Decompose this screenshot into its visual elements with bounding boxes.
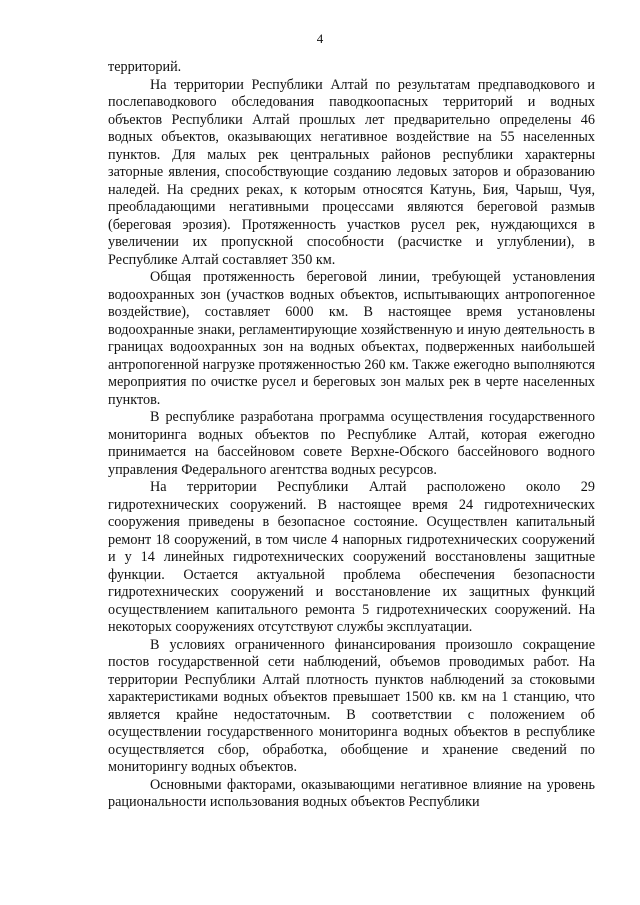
page-number: 4 <box>316 31 324 46</box>
paragraph-continuation: территорий. <box>108 59 182 75</box>
paragraph-water-protection-zones: Общая протяженность береговой линии, требующей установления водоохранных зон (участков водных объектов, испытывающих антропогенное воздействие), составляет 6000 км. В настоящее время установлены водоохранные знаки, регламентирующие хозяйственную и иную деятельность в границах водоохранных зон на водных объектах, подверженных наибольшей антропогенной нагрузке протяженностью 260 км. Также ежегодно выполняются мероприятия по очистке русел и береговых зон малых рек в черте населенных пунктов. <box>108 269 595 408</box>
document-body <box>108 59 595 812</box>
paragraph-main-factors: Основными факторами, оказывающими негативное влияние на уровень рациональности использования водных объектов Республики <box>108 776 595 810</box>
paragraph-flood-hazard: На территории Республики Алтай по результатам предпаводкового и послепаводкового обследования паводкоопасных территорий и водных объектов Республики Алтай прошлых лет предварительно определены 46 водных объектов, оказывающих негативное воздействие на 55 населенных пунктов. Для малых рек центральных районов республики характерны заторные явления, способствующие созданию ледовых заторов и образованию наледей. На средних реках, к которым относятся Катунь, Бия, Чарыш, Чуя, преобладающими негативными процессами являются береговой размыв (береговая эрозия). Протяженность участков русел рек, нуждающихся в увеличении их пропускной способности (расчистке и углублении), в Республике Алтай составляет 350 км. <box>108 76 595 268</box>
paragraph-hydraulic-structures: На территории Республики Алтай расположено около 29 гидротехнических сооружений. В настоящее время 24 гидротехнических сооружения приведены в безопасное состояние. Осуществлен капитальный ремонт 18 сооружений, в том числе 4 напорных гидротехнических сооружений и у 14 линейных гидротехнических сооружений восстановлены защитные функции. Остается актуальной проблема обеспечения безопасности гидротехнических сооружений и восстановление их защитных функций осуществлением капитального ремонта 5 гидротехнических сооружений. На некоторых сооружениях отсутствуют службы эксплуатации. <box>108 479 595 635</box>
paragraph-monitoring-program: В республике разработана программа осуществления государственного мониторинга водных объектов по Республике Алтай, которая ежегодно принимается на бассейновом совете Верхне-Обского бассейнового водного управления Федерального агентства водных ресурсов. <box>108 409 595 478</box>
paragraph-observation-network: В условиях ограниченного финансирования произошло сокращение постов государственной сети наблюдений, объемов проводимых работ. На территории Республики Алтай плотность пунктов наблюдений за стоковыми характеристиками водных объектов превышает 1500 кв. км на 1 станцию, что является крайне недостаточным. В соответствии с положением об осуществлении государственного мониторинга водных объектов в республике осуществляется сбор, обработка, обобщение и хранение сведений по мониторингу водных объектов. <box>108 636 595 775</box>
